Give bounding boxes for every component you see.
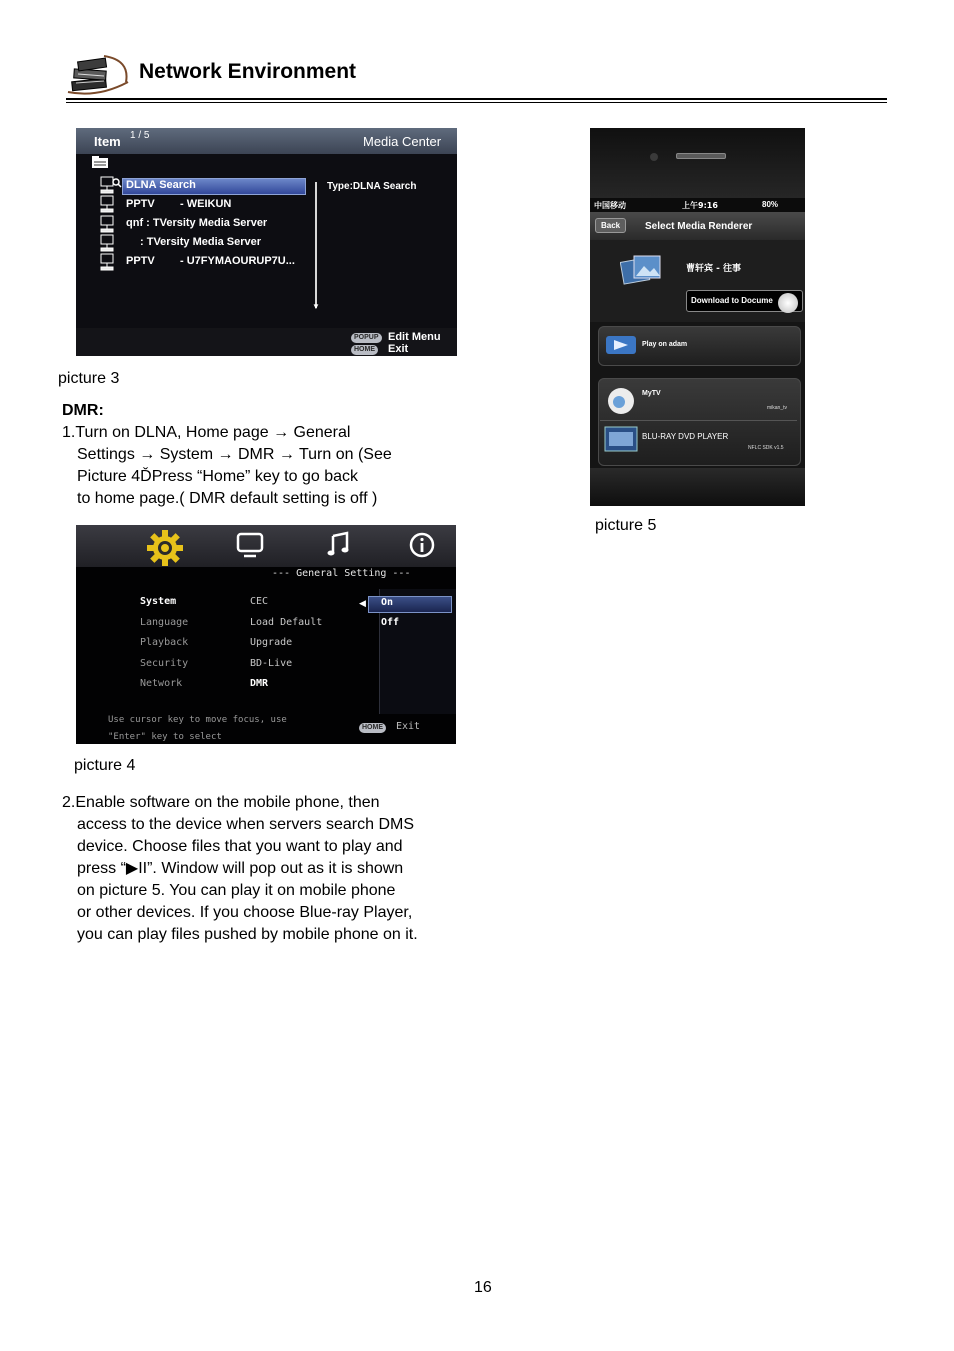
monitor-icon[interactable] [236, 531, 264, 559]
phone-bezel [590, 128, 805, 198]
dmr-step1-line: Settings → System → DMR → Turn on (See [77, 446, 392, 463]
item-label: Item [94, 134, 121, 149]
phone-bottom [590, 468, 805, 506]
info-icon[interactable] [409, 532, 435, 558]
mytv-label[interactable]: MyTV [642, 390, 661, 397]
value-off[interactable]: Off [381, 617, 400, 628]
clock-label: 上午9:16 [682, 201, 718, 210]
music-note-icon[interactable] [326, 531, 350, 557]
step2-line: you can play files pushed by mobile phone on it. [77, 926, 418, 943]
page-title: Network Environment [139, 60, 357, 83]
step2-line: or other devices. If you choose Blue-ray Player, [77, 904, 413, 921]
header-divider [66, 98, 887, 100]
assistive-touch-button[interactable] [778, 293, 798, 313]
category-network[interactable]: Network [140, 678, 183, 689]
category-system[interactable]: System [140, 596, 177, 607]
exit-label: Exit [396, 721, 421, 732]
popup-key-badge: POPUP [351, 333, 382, 343]
option-bd-live[interactable]: BD-Live [250, 658, 293, 669]
option-cec[interactable]: CEC [250, 596, 269, 607]
list-item-name[interactable]: PPTV [126, 198, 155, 210]
caption-picture-5: picture 5 [595, 517, 657, 534]
front-camera [650, 153, 658, 161]
category-playback[interactable]: Playback [140, 637, 189, 648]
item-count: 1 / 5 [130, 130, 150, 141]
list-item-dlna-search[interactable]: DLNA Search [126, 179, 196, 191]
dmr-step1-line: to home page.( DMR default setting is off ) [77, 490, 378, 507]
speaker-grille [676, 153, 726, 159]
caption-picture-4: picture 4 [74, 757, 136, 774]
page-number: 16 [474, 1279, 492, 1296]
picture-3-media-center-screen [76, 128, 457, 356]
general-setting-heading: --- General Setting --- [272, 568, 411, 579]
scrollbar-track[interactable] [315, 182, 317, 308]
bluray-sub-label: NFLC SDK v1.5 [748, 445, 784, 451]
category-security[interactable]: Security [140, 658, 189, 669]
download-label: Download to Docume [691, 296, 773, 305]
renderer-divider [600, 420, 797, 421]
folder-icon [92, 156, 108, 168]
list-item-name[interactable]: PPTV [126, 255, 155, 267]
left-arrow-icon: ◀ [359, 598, 366, 608]
bluray-label[interactable]: BLU-RAY DVD PLAYER [642, 432, 729, 441]
step2-line: 2.Enable software on the mobile phone, then [62, 794, 380, 811]
home-key-badge: HOME [351, 345, 378, 355]
play-arrow-icon [606, 334, 636, 356]
exit-label: Exit [388, 343, 409, 355]
step2-line: device. Choose files that you want to play and [77, 838, 403, 855]
setup-icon-bar [76, 525, 456, 567]
step2-line: access to the device when servers search DMS [77, 816, 415, 833]
list-item-detail: - U7FYMAOURUP7U... [180, 255, 295, 267]
mytv-icon [606, 386, 636, 416]
header-divider-thin [66, 102, 887, 103]
option-upgrade[interactable]: Upgrade [250, 637, 293, 648]
option-load-default[interactable]: Load Default [250, 617, 323, 628]
network-device-icons [98, 176, 120, 272]
gear-icon[interactable] [146, 529, 184, 567]
hint-line-1: Use cursor key to move focus, use [108, 715, 287, 725]
dmr-step1-line: Picture 4ĎPress “Home” key to go back [77, 468, 358, 485]
edit-menu-label: Edit Menu [388, 331, 441, 343]
category-language[interactable]: Language [140, 617, 189, 628]
play-on-label: Play on adam [642, 341, 688, 348]
list-item-detail: - WEIKUN [180, 198, 232, 210]
app-title: Media Center [363, 134, 442, 149]
photos-app-icon [620, 252, 664, 288]
option-dmr[interactable]: DMR [250, 678, 269, 689]
hint-line-2: "Enter" key to select [108, 732, 222, 742]
step2-line: on picture 5. You can play it on mobile phone [77, 882, 396, 899]
step2-line: press “▶II”. Window will pop out as it is shown [77, 860, 404, 877]
dmr-heading: DMR: [62, 402, 104, 419]
books-logo-icon [64, 52, 132, 98]
bluray-player-icon [604, 426, 638, 452]
battery-label: 80% [762, 200, 779, 209]
list-item-name[interactable]: qnf : TVersity Media Server [126, 217, 268, 229]
home-key-badge: HOME [359, 723, 386, 733]
dmr-step1-line: 1.Turn on DLNA, Home page → General [62, 424, 351, 441]
caption-picture-3: picture 3 [58, 370, 120, 387]
picture-5-phone-screen [590, 128, 805, 506]
mytv-sub-label: mikan_tv [767, 405, 788, 411]
type-info: Type:DLNA Search [327, 181, 417, 192]
nav-title: Select Media Renderer [645, 221, 753, 232]
track-title: 曹轩宾 - 往事 [686, 264, 742, 274]
back-button[interactable]: Back [595, 218, 626, 233]
search-icon [112, 178, 122, 188]
list-item-name[interactable]: : TVersity Media Server [140, 236, 262, 248]
picture-4-general-setting-screen [76, 525, 456, 744]
scroll-down-arrow-icon: ▼ [312, 302, 320, 311]
value-on[interactable]: On [381, 597, 394, 608]
carrier-label: 中国移动 [594, 201, 626, 210]
